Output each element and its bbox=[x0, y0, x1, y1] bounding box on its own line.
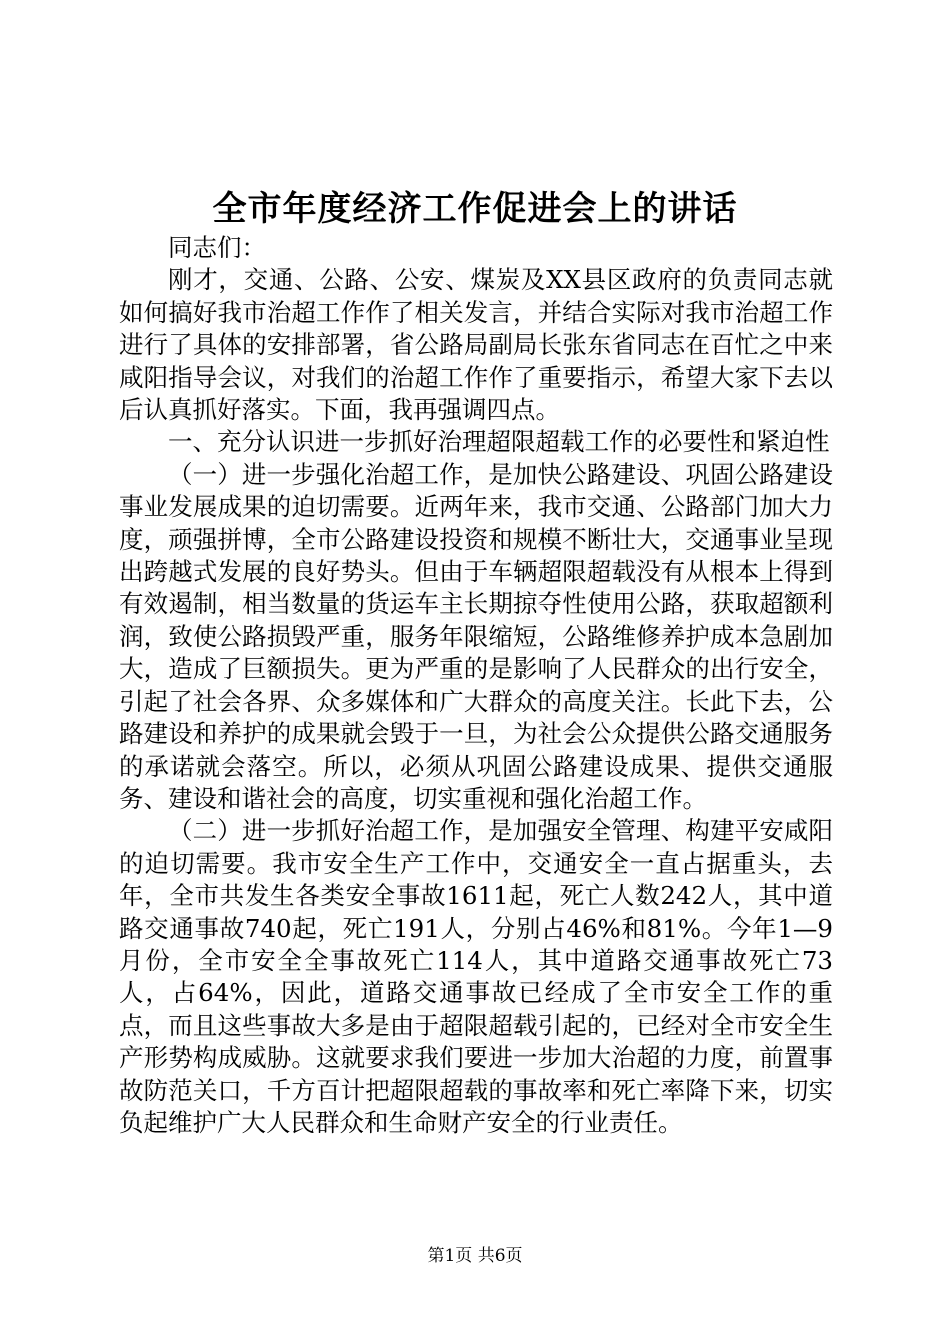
intro-paragraph: 刚才，交通、公路、公安、煤炭及XX县区政府的负责同志就如何搞好我市治超工作作了相关发言，并结合实际对我市治超工作进行了具体的安排部署，省公路局副局长张东省同志在百忙之中来咸阳指导会议，对我们的治超工作作了重要指示，希望大家下去以后认真抓好落实。下面，我再强调四点。 bbox=[119, 265, 833, 425]
document-title: 全市年度经济工作促进会上的讲话 bbox=[212, 189, 738, 229]
salutation-paragraph: 同志们： bbox=[168, 233, 266, 262]
section-heading-1: 一、充分认识进一步抓好治理超限超载工作的必要性和紧迫性 bbox=[168, 427, 830, 457]
page-number-footer: 第1页 共6页 bbox=[427, 1246, 523, 1266]
subsection-paragraph-1: （一）进一步强化治超工作，是加快公路建设、巩固公路建设事业发展成果的迫切需要。近两年来，我市交通、公路部门加大力度，顽强拼博，全市公路建设投资和规模不断壮大，交通事业呈现出跨越式发展的良好势头。但由于车辆超限超载没有从根本上得到有效遏制，相当数量的货运车主长期掠夺性使用公路，获取超额利润，致使公路损毁严重，服务年限缩短，公路维修养护成本急剧加大，造成了巨额损失。更为严重的是影响了人民群众的出行安全，引起了社会各界、众多媒体和广大群众的高度关注。长此下去，公路建设和养护的成果就会毁于一旦，为社会公众提供公路交通服务的承诺就会落空。所以，必须从巩固公路建设成果、提供交通服务、建设和谐社会的高度，切实重视和强化治超工作。 bbox=[119, 459, 833, 813]
subsection-paragraph-2: （二）进一步抓好治超工作，是加强安全管理、构建平安咸阳的迫切需要。我市安全生产工作中，交通安全一直占据重头，去年，全市共发生各类安全事故1611起，死亡人数242人，其中道路交通事故740起，死亡191人，分别占46%和81%。今年1—9月份，全市安全全事故死亡114人，其中道路交通事故死亡73人，占64%，因此，道路交通事故已经成了全市安全工作的重点，而且这些事故大多是由于超限超载引起的，已经对全市安全生产形势构成威胁。这就要求我们要进一步加大治超的力度，前置事故防范关口，千方百计把超限超载的事故率和死亡率降下来，切实负起维护广大人民群众和生命财产安全的行业责任。 bbox=[119, 816, 834, 1137]
document-body bbox=[119, 232, 833, 1139]
